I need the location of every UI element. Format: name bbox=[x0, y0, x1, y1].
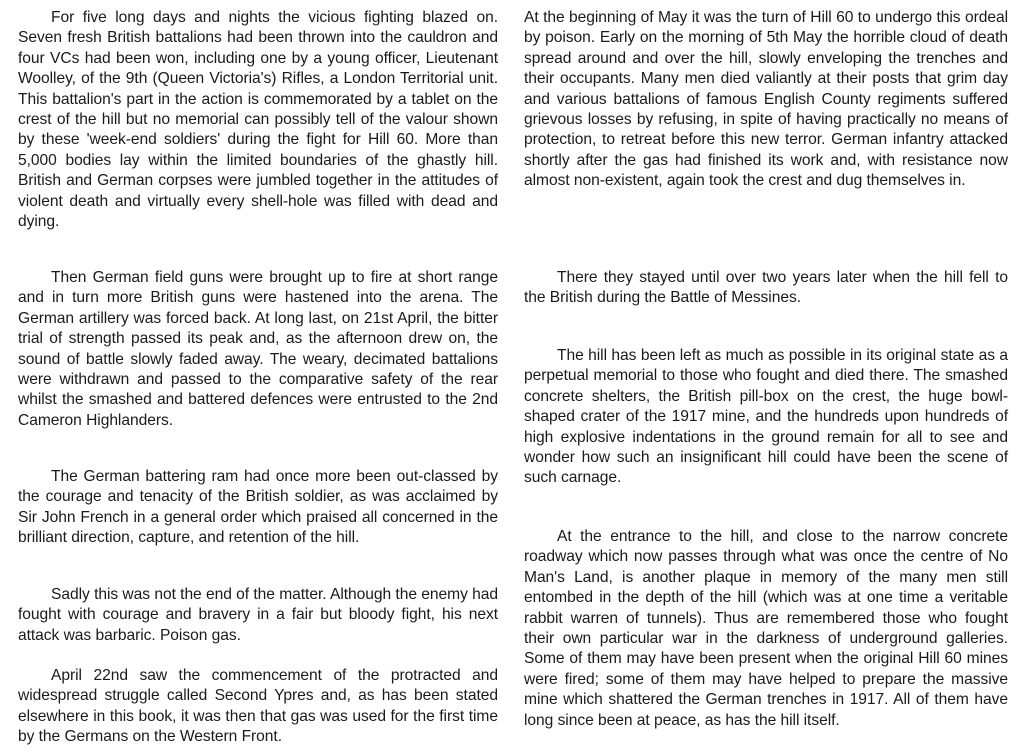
paragraph-poison-gas: Sadly this was not the end of the matter. Although the enemy had fought with courage and bravery in a fair but bloody fight, his next attack was barbaric. Poison gas. bbox=[18, 586, 498, 644]
paragraph-ordeal-by-poison: At the beginning of May it was the turn of Hill 60 to undergo this ordeal by poison. Early on the morning of 5th May the horrible cloud of death spread around and over the hill, slowly enveloping the trenches and their occupants. Many men died valiantly at their posts that grim day and various battalions of famous English County regiments suffered grievous losses by refusing, in spite of having practically no means of protection, to retreat before this new terror. German infantry attacked shortly after the gas had finished its work and, with resistance now almost non-existent, again took the crest and dug themselves in. bbox=[524, 9, 1008, 190]
paragraph-german-field-guns: Then German field guns were brought up to fire at short range and in turn more British guns were hastened into the arena. The German artillery was forced back. At long last, on 21st April, the bitter trial of strength passed its peak and, as the afternoon drew on, the sound of battle slowly faded away. The weary, decimated battalions were withdrawn and passed to the comparative safety of the rear whilst the smashed and battered defences were entrusted to the 2nd Cameron Highlanders. bbox=[18, 269, 498, 429]
paragraph-battle-of-messines: There they stayed until over two years later when the hill fell to the British during the Battle of Messines. bbox=[524, 269, 1008, 307]
paragraph-perpetual-memorial: The hill has been left as much as possible in its original state as a perpetual memorial to those who fought and died there. The smashed concrete shelters, the British pill-box on the crest, the huge bowl-shaped crater of the 1917 mine, and the hundreds upon hundreds of high explosive indentations in the ground remain for all to see and wonder how such an insignificant hill could have been the scene of such carnage. bbox=[524, 347, 1008, 487]
paragraph-entrance-plaque: At the entrance to the hill, and close to the narrow concrete roadway which now passes through what was once the centre of No Man's Land, is another plaque in memory of the many men still entombed in the depth of the hill (which was at one time a veritable rabbit warren of tunnels). Thus are remembered those who fought their own particular war in the darkness of underground galleries. Some of them may have been present when the original Hill 60 mines were fired; some of them may have helped to prepare the massive mine which shattered the German trenches in 1917. All of them have long since been at peace, as has the hill itself. bbox=[524, 528, 1008, 729]
paragraph-second-ypres: April 22nd saw the commencement of the protracted and widespread struggle called Second Ypres and, as has been stated elsewhere in this book, it was then that gas was used for the first time by the Germans on the Western Front. bbox=[18, 667, 498, 746]
paragraph-fighting-blazed: For five long days and nights the vicious fighting blazed on. Seven fresh British battalions had been thrown into the cauldron and four VCs had been won, including one by a young officer, Lieutenant Woolley, of the 9th (Queen Victoria's) Rifles, a London Territorial unit. This battalion's part in the action is commemorated by a tablet on the crest of the hill but no memorial can possibly tell of the valour shown by these 'week-end soldiers' during the fight for Hill 60. More than 5,000 bodies lay within the limited boundaries of the ghastly hill. British and German corpses were jumbled together in the attitudes of violent death and virtually every shell-hole was filled with dead and dying. bbox=[18, 9, 498, 231]
paragraph-battering-ram: The German battering ram had once more been out-classed by the courage and tenacity of the British soldier, as was acclaimed by Sir John French in a general order which praised all concerned in the brilliant direction, capture, and retention of the hill. bbox=[18, 468, 498, 547]
